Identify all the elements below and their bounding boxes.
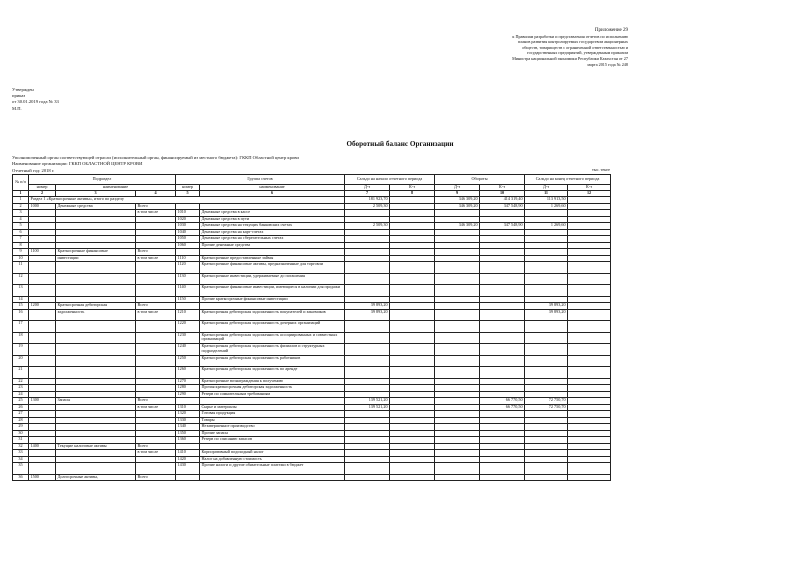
account-number-cell: 1140 [176,285,200,297]
subsection-name-cell: Краткосрочная дебиторская [56,303,136,310]
turnover-debit-cell [435,367,480,379]
row-number-cell: 21 [13,367,29,379]
row-number-cell: 4 [13,216,29,223]
header-name: наименование [56,185,176,191]
account-name-cell: Готовая продукция [200,411,345,418]
turnover-credit-cell: 347 548,90 [480,203,525,210]
subsection-name-cell [56,332,136,344]
opening-credit-cell [390,332,435,344]
opening-debit-cell [345,285,390,297]
authority-line: Уполномоченный орган соответствующей отрасли (исполнительный орган, финансируемый из местного бюджета): ГККП Областной центр крови [12,155,299,160]
column-number: 11 [525,191,568,197]
closing-debit-cell [525,262,568,274]
row-kind-cell [136,273,176,285]
table-row [13,309,611,321]
closing-credit-cell [568,474,611,481]
row-kind-cell: Всего [136,474,176,481]
row-kind-cell: в том числе [136,309,176,321]
account-number-cell: 1270 [176,378,200,385]
account-number-cell: 1020 [176,216,200,223]
table-row [13,355,611,367]
column-number: 9 [435,191,480,197]
opening-debit-cell: 2 509,30 [345,223,390,230]
row-number-cell: 20 [13,355,29,367]
row-number-cell: 9 [13,249,29,256]
row-kind-cell: Всего [136,303,176,310]
row-kind-cell [136,321,176,333]
approval-block [12,87,59,112]
account-number-cell: 1320 [176,411,200,418]
subsection-code-cell: 1300 [29,398,56,405]
subsection-name-cell: задолженность [56,309,136,321]
account-number-cell: 1250 [176,355,200,367]
account-number-cell: 1210 [176,309,200,321]
opening-credit-cell [390,285,435,297]
opening-credit-cell [390,463,435,475]
header-debit: Д-т [435,185,480,191]
account-number-cell: 1120 [176,262,200,274]
opening-credit-cell [390,355,435,367]
row-kind-cell: Всего [136,398,176,405]
subsection-code-cell [29,285,56,297]
row-number-cell: 27 [13,411,29,418]
table-row [13,262,611,274]
account-name-cell: Прочие налоги и другие обязательные платежи в бюджет [200,463,345,475]
account-name-cell: Краткосрочные финансовые активы, предназначенные для торговли [200,262,345,274]
table-row [13,463,611,475]
header-credit: К-т [568,185,611,191]
opening-debit-cell [345,321,390,333]
account-number-cell: 1010 [176,210,200,217]
opening-debit-cell: 39 893,20 [345,309,390,321]
subsection-name-cell: Долгосрочные активы, [56,474,136,481]
closing-debit-cell: 113 913,50 [525,197,568,204]
row-kind-cell: в том числе [136,210,176,217]
row-number-cell: 12 [13,273,29,285]
turnover-debit-cell [435,355,480,367]
approval-line: М.П. [12,105,22,111]
turnover-debit-cell [435,321,480,333]
opening-debit-cell: 139 521,20 [345,398,390,405]
turnover-credit-cell [480,344,525,356]
subsection-code-cell: 1500 [29,474,56,481]
row-number-cell: 33 [13,450,29,457]
turnover-debit-cell [435,309,480,321]
row-kind-cell [136,355,176,367]
opening-debit-cell: 2 509,30 [345,203,390,210]
header-turnover: Обороты [435,175,525,185]
row-number-cell: 24 [13,391,29,398]
account-name-cell: Резерв по сомнительным требованиям [200,391,345,398]
account-name-cell: Краткосрочная дебиторская задолженность филиалов и структурных подразделений [200,344,345,356]
opening-debit-cell [345,344,390,356]
column-number: 4 [136,191,176,197]
turnover-credit-cell [480,463,525,475]
account-number-cell: 1260 [176,367,200,379]
turnover-credit-cell: 347 548,90 [480,223,525,230]
approval-line: от 30.01.2019 года № 33 [12,99,59,105]
subsection-name-cell: Краткосрочные финансовые [56,249,136,256]
header-npp: № п/п [13,175,29,191]
column-number: 2 [29,191,56,197]
account-number-cell: 1030 [176,223,200,230]
opening-credit-cell [390,309,435,321]
row-number-cell: 10 [13,255,29,262]
closing-debit-cell [525,463,568,475]
closing-debit-cell [525,474,568,481]
row-number-cell: 25 [13,398,29,405]
opening-debit-cell [345,355,390,367]
approval-line: Утвержден [12,87,34,92]
row-number-cell: 16 [13,309,29,321]
subsection-code-cell [29,355,56,367]
turnover-credit-cell [480,273,525,285]
turnover-debit-cell: 346 309,20 [435,203,480,210]
subsection-code-cell [29,309,56,321]
account-name-cell [200,474,345,481]
subsection-name-cell [56,355,136,367]
subsection-name-cell [56,367,136,379]
turnover-credit-cell [480,474,525,481]
row-number-cell: 3 [13,210,29,217]
header-debit: Д-т [345,185,390,191]
opening-debit-cell [345,262,390,274]
account-name-cell: Налог на добавленную стоимость [200,456,345,463]
header-name: наименование [200,185,345,191]
reporting-year-line: Отчетный год: 2018 г. [12,167,55,173]
column-number: 7 [345,191,390,197]
closing-debit-cell [525,273,568,285]
row-kind-cell [136,262,176,274]
opening-credit-cell [390,321,435,333]
column-number: 12 [568,191,611,197]
account-number-cell: 1050 [176,236,200,243]
turnover-credit-cell: 66 770,50 [480,404,525,411]
row-kind-cell [136,332,176,344]
row-number-cell: 23 [13,385,29,392]
row-number-cell: 36 [13,474,29,481]
turnover-debit-cell: 346 309,20 [435,223,480,230]
balance-table [12,174,611,481]
opening-debit-cell [345,367,390,379]
header-subsection: Подраздел [29,175,176,185]
table-row [13,344,611,356]
account-number-cell: 1430 [176,463,200,475]
turnover-debit-cell [435,344,480,356]
account-number-cell: 1310 [176,404,200,411]
subsection-name-cell: Денежные средства [56,203,136,210]
turnover-debit-cell [435,285,480,297]
header-number: номер [29,185,56,191]
subsection-name-cell [56,262,136,274]
table-row [13,285,611,297]
account-name-cell: Краткосрочная дебиторская задолженность работников [200,355,345,367]
appendix-line: планов развития контролируемых государством акционерных [517,39,628,45]
account-name-cell: Незавершенное производство [200,424,345,431]
subsection-name-cell [56,321,136,333]
account-name-cell: Товары [200,417,345,424]
account-name-cell: Денежные средства в кассе [200,210,345,217]
row-kind-cell: в том числе [136,255,176,262]
turnover-credit-cell [480,285,525,297]
turnover-credit-cell [480,321,525,333]
closing-debit-cell [525,367,568,379]
table-row [13,474,611,481]
turnover-credit-cell [480,332,525,344]
account-number-cell: 1040 [176,229,200,236]
closing-credit-cell [568,463,611,475]
account-name-cell: Краткосрочные инвестиции, удерживаемые до погашения [200,273,345,285]
opening-debit-cell: 139 521,20 [345,404,390,411]
subsection-code-cell: 1100 [29,249,56,256]
closing-credit-cell [568,355,611,367]
closing-credit-cell [568,262,611,274]
header-row [13,175,611,185]
opening-credit-cell [390,344,435,356]
row-kind-cell [136,285,176,297]
turnover-credit-cell [480,262,525,274]
row-number-cell: 15 [13,303,29,310]
row-number-cell: 11 [13,262,29,274]
opening-credit-cell [390,367,435,379]
row-number-cell: 29 [13,424,29,431]
account-number-cell: 1150 [176,296,200,303]
row-number-cell: 26 [13,404,29,411]
column-number: 6 [200,191,345,197]
header-closing-balance: Сальдо на конец отчетного периода [525,175,611,185]
subsection-name-cell [56,463,136,475]
subsection-name-cell: Текущие налоговые активы [56,443,136,450]
row-kind-cell: Всего [136,249,176,256]
row-kind-cell [136,344,176,356]
row-kind-cell: Всего [136,203,176,210]
opening-debit-cell: 39 893,20 [345,303,390,310]
row-number-cell: 32 [13,443,29,450]
row-number-cell: 30 [13,430,29,437]
closing-debit-cell: 39 893,20 [525,309,568,321]
subsection-code-cell: 1000 [29,203,56,210]
closing-debit-cell [525,344,568,356]
closing-credit-cell [568,285,611,297]
account-name-cell: Краткосрочная дебиторская задолженность покупателей и заказчиков [200,309,345,321]
closing-credit-cell [568,321,611,333]
subsection-name-cell [56,285,136,297]
turnover-debit-cell [435,474,480,481]
opening-debit-cell: 181 923,70 [345,197,390,204]
account-number-cell: 1330 [176,417,200,424]
account-number-cell: 1240 [176,344,200,356]
account-name-cell: Прочие денежные средства [200,242,345,249]
opening-debit-cell [345,332,390,344]
row-number-cell: 1 [13,197,29,204]
turnover-debit-cell [435,463,480,475]
account-number-cell: 1130 [176,273,200,285]
closing-credit-cell [568,332,611,344]
appendix-block [438,28,628,67]
account-number-cell: 1410 [176,450,200,457]
closing-credit-cell [568,344,611,356]
account-number-cell: 1360 [176,437,200,444]
subsection-code-cell: 1200 [29,303,56,310]
subsection-name-cell: инвестиции [56,255,136,262]
account-number-cell: 1290 [176,391,200,398]
units-label: тыс. тенге [591,167,610,172]
appendix-line: к Правилам разработки и представления отчетов по исполнению [512,33,628,39]
closing-debit-cell [525,285,568,297]
opening-debit-cell [345,474,390,481]
turnover-credit-cell [480,355,525,367]
subsection-code-cell [29,273,56,285]
row-number-cell: 2 [13,203,29,210]
appendix-title: Приложение 29 [594,28,628,33]
subsection-code-cell: 1400 [29,443,56,450]
subsection-code-cell [29,262,56,274]
row-kind-cell: в том числе [136,450,176,457]
account-name-cell: Прочие краткосрочные финансовые инвестиции [200,296,345,303]
subsection-code-cell [29,367,56,379]
subsection-name-cell [56,344,136,356]
document-title: Оборотный баланс Организации [346,140,454,148]
subsection-code-cell [29,344,56,356]
header-credit: К-т [480,185,525,191]
closing-credit-cell [568,367,611,379]
row-number-cell: 28 [13,417,29,424]
subsection-code-cell [29,332,56,344]
table-row [13,273,611,285]
row-number-cell: 13 [13,285,29,297]
header-number: номер [176,185,200,191]
row-number-cell: 35 [13,463,29,475]
column-number: 8 [390,191,435,197]
turnover-debit-cell [435,262,480,274]
closing-debit-cell [525,321,568,333]
opening-credit-cell [390,474,435,481]
organization-name-line: Наименование организации: ГККП ОБЛАСТНОЙ ЦЕНТР КРОВИ [12,161,143,167]
appendix-line: Министра национальной экономики Республики Казахстан от 27 [512,55,628,61]
column-number: 10 [480,191,525,197]
closing-credit-cell [568,273,611,285]
header-opening-balance: Сальдо на начало отчетного периода [345,175,435,185]
opening-debit-cell [345,273,390,285]
closing-debit-cell [525,355,568,367]
turnover-debit-cell [435,332,480,344]
account-number-cell: 1340 [176,424,200,431]
header-account-group: Группа счетов [176,175,345,185]
row-number-cell: 5 [13,223,29,230]
account-name-cell: Денежные средства на текущих банковских счетах [200,223,345,230]
account-name-cell: Денежные средства на карт-счетах [200,229,345,236]
subsection-code-cell [29,321,56,333]
turnover-credit-cell [480,309,525,321]
closing-debit-cell [525,332,568,344]
opening-debit-cell [345,463,390,475]
table-row [13,321,611,333]
row-number-cell: 8 [13,242,29,249]
account-name-cell: Краткосрочные вознаграждения к получению [200,378,345,385]
account-name-cell: Краткосрочные предоставленные займы [200,255,345,262]
approval-line: приказ [12,93,26,99]
row-kind-cell: в том числе [136,404,176,411]
row-kind-cell: Всего [136,443,176,450]
table-row [13,332,611,344]
row-number-cell: 18 [13,332,29,344]
row-number-cell: 31 [13,437,29,444]
account-name-cell: Прочая краткосрочная дебиторская задолженность [200,385,345,392]
row-kind-cell [136,367,176,379]
closing-credit-cell [568,309,611,321]
row-kind-cell [136,463,176,475]
turnover-debit-cell [435,273,480,285]
table-row [13,367,611,379]
account-number-cell: 1230 [176,332,200,344]
row-number-cell: 7 [13,236,29,243]
closing-debit-cell: 1 269,60 [525,203,568,210]
account-number-cell: 1110 [176,255,200,262]
header-debit: Д-т [525,185,568,191]
account-number-cell: 1220 [176,321,200,333]
opening-credit-cell [390,273,435,285]
account-name-cell: Денежные средства на сберегательных счетах [200,236,345,243]
account-name-cell: Резерв по списанию запасов [200,437,345,444]
row-number-cell: 22 [13,378,29,385]
row-number-cell: 6 [13,229,29,236]
turnover-debit-cell: 346 309,20 [435,197,480,204]
opening-credit-cell [390,262,435,274]
account-number-cell: 1060 [176,242,200,249]
subsection-name-cell: Запасы [56,398,136,405]
subsection-name-cell [56,273,136,285]
account-name-cell: Прочие запасы [200,430,345,437]
account-number-cell: 1350 [176,430,200,437]
turnover-credit-cell: 414 319,40 [480,197,525,204]
closing-debit-cell: 39 893,20 [525,303,568,310]
account-name-cell: Краткосрочная дебиторская задолженность ассоциированных и совместных организаций [200,332,345,344]
account-name-cell: Краткосрочная дебиторская задолженность дочерних организаций [200,321,345,333]
account-number-cell [176,474,200,481]
section-title-cell: Раздел 1 «Краткосрочные активы», итого по разделу [29,197,345,204]
turnover-credit-cell [480,367,525,379]
column-number: 5 [176,191,200,197]
account-name-cell: Сырье и материалы [200,404,345,411]
row-number-cell: 14 [13,296,29,303]
subsection-code-cell [29,463,56,475]
appendix-line: государственных предприятий, утвержденным приказом [526,50,628,56]
account-number-cell: 1280 [176,385,200,392]
account-name-cell: Краткосрочные финансовые инвестиции, имеющиеся в наличии для продажи [200,285,345,297]
turnover-credit-cell: 66 770,50 [480,398,525,405]
row-number-cell: 17 [13,321,29,333]
column-number: 1 [13,191,29,197]
organization-info [12,155,299,174]
appendix-line: марта 2015 года № 248 [587,61,628,67]
account-name-cell: Денежные средства в пути [200,216,345,223]
row-number-cell: 19 [13,344,29,356]
row-number-cell: 34 [13,456,29,463]
account-name-cell: Корпоративный подоходный налог [200,450,345,457]
header-credit: К-т [390,185,435,191]
closing-debit-cell: 1 269,60 [525,223,568,230]
closing-debit-cell: 72 750,70 [525,404,568,411]
appendix-line: обществ, товариществ с ограниченной ответственностью и [522,44,628,50]
closing-debit-cell: 72 750,70 [525,398,568,405]
column-number: 3 [56,191,136,197]
account-number-cell: 1420 [176,456,200,463]
account-name-cell: Краткосрочная дебиторская задолженность по аренде [200,367,345,379]
